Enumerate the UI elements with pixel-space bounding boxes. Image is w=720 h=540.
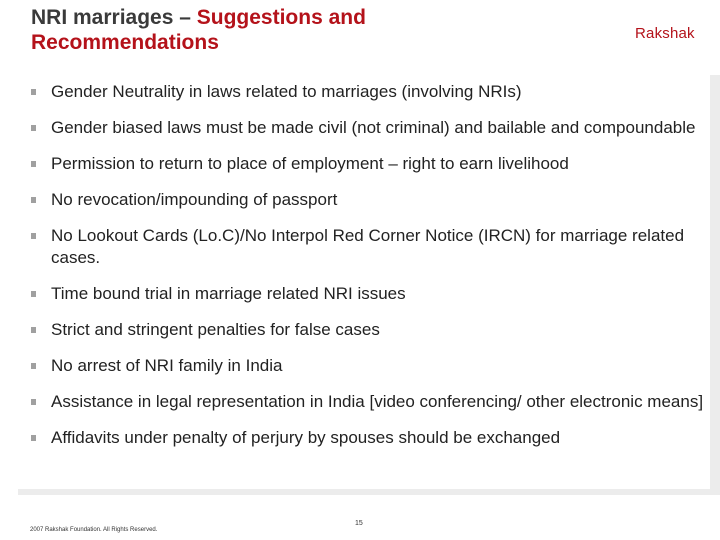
bullet-text: Affidavits under penalty of perjury by spouses should be exchanged	[51, 428, 561, 447]
square-bullet-icon	[31, 89, 36, 95]
bullet-text: Assistance in legal representation in India [video conferencing/ other electronic means]	[51, 392, 704, 411]
bullet-text: Gender Neutrality in laws related to marriages (involving NRIs)	[51, 82, 522, 101]
bullet-item-employment	[30, 153, 710, 175]
square-bullet-icon	[31, 327, 36, 333]
slide-title	[31, 5, 471, 55]
bullet-item-penalties	[30, 319, 710, 341]
bullet-item-civil-laws	[30, 117, 710, 139]
square-bullet-icon	[31, 399, 36, 405]
bullet-text: Gender biased laws must be made civil (not criminal) and bailable and compoundable	[51, 118, 696, 137]
recommendations-list	[30, 81, 710, 463]
square-bullet-icon	[31, 197, 36, 203]
square-bullet-icon	[31, 363, 36, 369]
bullet-text: Permission to return to place of employment – right to earn livelihood	[51, 154, 569, 173]
bullet-item-no-arrest	[30, 355, 710, 377]
rakshak-logo: Rakshak	[635, 25, 695, 42]
bullet-text: No Lookout Cards (Lo.C)/No Interpol Red Corner Notice (IRCN) for marriage related cases.	[51, 226, 685, 267]
bullet-item-lookout-cards	[30, 225, 710, 269]
bullet-item-legal-assistance	[30, 391, 710, 413]
footer-copyright: 2007 Rakshak Foundation. All Rights Reserved.	[30, 527, 158, 533]
bullet-item-gender-neutrality	[30, 81, 710, 103]
bullet-text: No arrest of NRI family in India	[51, 356, 283, 375]
bullet-item-passport	[30, 189, 710, 211]
square-bullet-icon	[31, 161, 36, 167]
bullet-item-affidavits	[30, 427, 710, 449]
square-bullet-icon	[31, 291, 36, 297]
square-bullet-icon	[31, 233, 36, 239]
bullet-text: Time bound trial in marriage related NRI issues	[51, 284, 406, 303]
slide-title-accent: Suggestions and Recommendations	[31, 6, 366, 54]
square-bullet-icon	[31, 435, 36, 441]
bullet-item-time-bound-trial	[30, 283, 710, 305]
bullet-text: Strict and stringent penalties for false cases	[51, 320, 380, 339]
square-bullet-icon	[31, 125, 36, 131]
slide-title-prefix: NRI marriages –	[31, 6, 197, 29]
bullet-text: No revocation/impounding of passport	[51, 190, 338, 209]
page-number: 15	[355, 520, 363, 527]
